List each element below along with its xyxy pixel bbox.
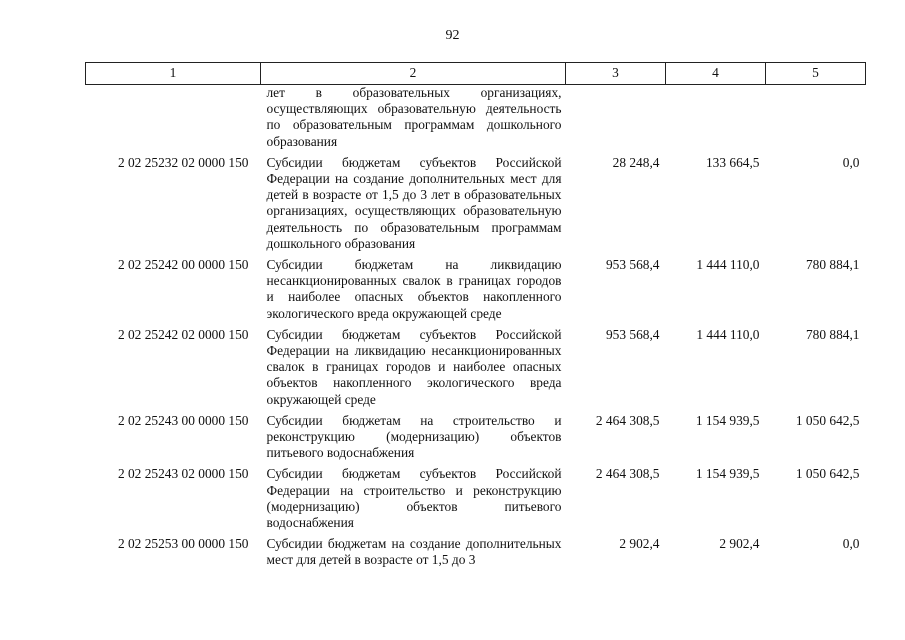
table-body (86, 85, 866, 574)
table-row (86, 466, 866, 536)
column-header-5: 5 (766, 63, 866, 85)
column-header-1: 1 (86, 63, 261, 85)
amount-col-4: 1 154 939,5 (695, 412, 760, 428)
amount-col-5: 780 884,1 (805, 257, 860, 273)
amount-col-3 (566, 85, 666, 155)
amount-col-3: 2 464 308,5 (595, 412, 660, 428)
amount-col-5 (766, 85, 866, 155)
budget-code: 2 02 25253 00 0000 150 (117, 536, 249, 552)
column-header-4: 4 (666, 63, 766, 85)
header-row (86, 63, 866, 85)
budget-code: 2 02 25242 02 0000 150 (117, 326, 249, 342)
page-number: 92 (445, 28, 460, 43)
amount-col-4: 2 902,4 (719, 536, 760, 552)
amount-col-3: 953 568,4 (605, 257, 660, 273)
amount-col-3: 28 248,4 (612, 154, 660, 170)
amount-col-3: 953 568,4 (605, 326, 660, 342)
table-row (86, 413, 866, 467)
amount-col-5: 780 884,1 (805, 326, 860, 342)
revenue-description: Субсидии бюджетам субъектов Российской Федерации на создание дополнительных мест для детей в возрасте от 1,5 до 3 лет в образовательных организациях, осуществляющих образовательную деятельность по образовательным программам дошкольного образования (266, 154, 562, 251)
amount-col-5: 1 050 642,5 (795, 466, 860, 482)
revenue-description: Субсидии бюджетам субъектов Российской Федерации на строительство и реконструкцию (модернизацию) объектов питьевого водоснабжения (266, 466, 562, 531)
budget-code: 2 02 25242 00 0000 150 (117, 257, 249, 273)
budget-code: 2 02 25243 02 0000 150 (117, 466, 249, 482)
amount-col-5: 0,0 (842, 154, 860, 170)
amount-col-4: 1 444 110,0 (696, 257, 760, 273)
table-header (86, 63, 866, 85)
budget-code: 2 02 25243 00 0000 150 (117, 412, 249, 428)
budget-code (86, 85, 261, 155)
revenue-description: Субсидии бюджетам субъектов Российской Федерации на ликвидацию несанкционированных свалок в границах городов и наиболее опасных объектов накопленного экологического вреда окружающей среде (266, 326, 562, 407)
amount-col-4: 1 154 939,5 (695, 466, 760, 482)
table-row (86, 327, 866, 413)
amount-col-4 (666, 85, 766, 155)
amount-col-4: 133 664,5 (705, 154, 760, 170)
table-row (86, 85, 866, 155)
revenue-description: Субсидии бюджетам на ликвидацию несанкционированных свалок в границах городов и наиболее опасных объектов накопленного экологического вреда окружающей среде (266, 257, 562, 321)
amount-col-5: 0,0 (842, 536, 860, 552)
column-header-2: 2 (261, 63, 566, 85)
amount-col-3: 2 902,4 (619, 536, 660, 552)
table-row (86, 536, 866, 573)
column-header-3: 3 (566, 63, 666, 85)
table-row (86, 155, 866, 257)
budget-revenue-table (85, 62, 866, 574)
budget-code: 2 02 25232 02 0000 150 (117, 154, 249, 170)
revenue-description: лет в образовательных организациях, осуществляющих образовательную деятельность по образовательным программам дошкольного образования (266, 85, 562, 149)
table-row (86, 257, 866, 327)
amount-col-5: 1 050 642,5 (795, 412, 860, 428)
revenue-description: Субсидии бюджетам на строительство и реконструкцию (модернизацию) объектов питьевого водоснабжения (266, 412, 562, 461)
revenue-description: Субсидии бюджетам на создание дополнительных мест для детей в возрасте от 1,5 до 3 (266, 536, 562, 568)
amount-col-3: 2 464 308,5 (595, 466, 660, 482)
amount-col-4: 1 444 110,0 (696, 326, 760, 342)
